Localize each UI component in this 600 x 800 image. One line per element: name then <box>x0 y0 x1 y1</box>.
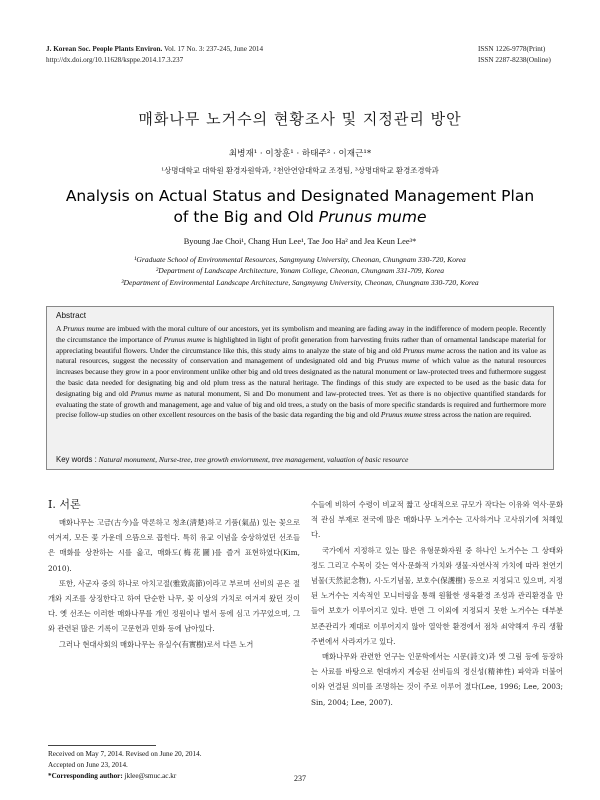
section-title: Ⅰ. 서론 <box>48 498 81 511</box>
footnote-rule <box>48 745 156 746</box>
corresponding-email[interactable]: jklee@smuc.ac.kr <box>124 772 177 781</box>
english-affiliations <box>0 254 600 288</box>
body-paragraph: 매화나무는 고금(古今)을 막론하고 청초(淸楚)하고 기품(氣品) 있는 꽃으로 여겨져, 모든 꽃 가운데 으뜸으로 꼽힌다. 특히 유교 이념을 숭상하였던 선조들은 매화를 상찬하는 시를 읊고, 매화도(梅花圖)를 즐겨 표현하였다(Kim, 2010). <box>48 518 300 573</box>
english-authors: Byoung Jae Choi¹, Chang Hun Lee¹, Tae Joo Ha² and Jea Keun Lee³* <box>183 237 417 246</box>
doi-link[interactable]: http://dx.doi.org/10.11628/ksppe.2014.17.3.237 <box>46 56 184 64</box>
body-paragraph: 매화나무와 관련한 연구는 인문학에서는 시문(詩文)과 옛 그림 등에 등장하는 사료를 바탕으로 현대까지 계승된 선비들의 정신성(精神性) 파악과 더불어 이와 연결된 의미를 조명하는 것이 주로 이루어 졌다(Lee, 1996; Lee, 2003; Sin, 2004; Lee, 2007). <box>311 652 563 707</box>
issn-online: ISSN 2287-8238(Online) <box>478 56 551 64</box>
abstract-heading: Abstract <box>56 311 87 320</box>
received-date: Received on May 7, 2014. Revised on June 20, 2014. <box>48 750 202 758</box>
corresponding-label: *Corresponding author: <box>48 772 123 781</box>
english-title-species: Prunus mume <box>318 208 427 226</box>
english-title-prefix: of the Big and Old <box>173 208 319 226</box>
keywords-text: Natural monument, Nurse-tree, tree growth enviornment, tree management, valuation of basic resource <box>98 455 409 464</box>
journal-name: J. Korean Soc. People Plants Environ. <box>46 45 163 53</box>
affiliation-3: ³Department of Environmental Landscape Architecture, Sangmyung University, Cheonan, Chungnam 330-720, Korea <box>121 277 479 287</box>
english-title-line2 <box>0 207 600 228</box>
keywords <box>56 455 546 464</box>
english-title <box>0 186 600 228</box>
journal-header <box>46 44 263 66</box>
issn-block <box>478 44 551 66</box>
issn-print: ISSN 1226-9778(Print) <box>478 45 546 53</box>
body-paragraph: 또한, 사군자 중의 하나로 아치고절(雅致高節)이라고 부르며 선비의 곧은 절개와 지조를 상징한다고 하여 단순한 나무, 꽃 이상의 가치로 여겨져 왔던 것이다. 옛 선조는 이러한 매화나무를 개인 정원이나 별서 등에 심고 가꾸었으며, 그와 관련된 많은 기록이 고문헌과 민화 등에 남아있다. <box>48 578 300 634</box>
body-right-column <box>311 497 563 710</box>
korean-affiliations: ¹상명대학교 대학원 환경자원학과, ²천안연암대학교 조경팀, ³상명대학교 환경조경학과 <box>161 166 439 175</box>
journal-volume: Vol. 17 No. 3: 237-245, June 2014 <box>164 45 264 53</box>
affiliation-2: ²Department of Landscape Architecture, Yonam College, Cheonan, Chungnam 331-709, Korea <box>155 266 445 276</box>
korean-title: 매화나무 노거수의 현황조사 및 지정관리 방안 <box>138 110 462 128</box>
english-title-line1: Analysis on Actual Status and Designated Management Plan <box>65 187 535 205</box>
body-paragraph: 수들에 비하여 수령이 비교적 짧고 상대적으로 규모가 작다는 이유와 역사·문화적 관심 부재로 전국에 많은 매화나무 노거수는 고사하거나 고사위기에 처해있다. <box>311 500 563 540</box>
keywords-label: Key words : <box>56 455 97 464</box>
affiliation-1: ¹Graduate School of Environmental Resources, Sangmyung University, Cheonan, Chungnam 330-720, Korea <box>134 255 466 264</box>
accepted-date: Accepted on June 23, 2014. <box>48 761 128 770</box>
abstract-text: A Prunus mume are imbued with the moral culture of our ancestors, yet its symbolism and meaning are fading away in the indifference of modern people. Recently the circumstance the importance of Prunus mume is highlighted in light of profit generation from harvesting fruits rather than of ornamental landscape material for appreciating beautiful flowers. Under the circumstance like this, this study aims to analyze the state of big and old Prunus mume across the nation and its value as natural resources, suggest the necessity of conservation and management of undesignated old and big Prunus mume of which value as the natural resources increases because they grow in a poor environment unlike other big and old trees designated as the natural monument or law-protected trees and futhermore suggest the basic data needed for designating big and old plum tress as the natural heritage. The findings of this study are expected to be used as the basic data for designating big and old Prunus mume as natural monument, Si and Do monument and law-protected trees. Yet as there is no objective quantified standards for evaluating the state of growth and management, age and value of big and old trees, a study on the basis of more specific standards is required and furthermore more precise follow-up studies on other excellent resources on the basis of the basic data regarding the big and old Prunus mume stress across the nation are required. <box>56 324 546 420</box>
page-number: 237 <box>294 774 306 783</box>
body-paragraph: 그러나 현대사회의 매화나무는 유실수(有實樹)로서 다른 노거 <box>59 639 254 649</box>
body-paragraph: 국가에서 지정하고 있는 많은 유형문화자원 중 하나인 노거수는 그 상태와 정도 그리고 수목이 갖는 역사·문화적 가치와 생물·자연사적 가치에 따라 천연기념물(天然記念物), 시·도기념물, 보호수(保護樹) 등으로 지정되고 있으며, 지정된 노거수는 지속적인 모니터링을 통해 원활한 생육환경 조성과 관리환경을 만들어 보호가 이루어지고 있다. 반면 그 이외에 지정되지 못한 노거수는 대부분 보존관리가 제대로 이루어지지 않아 열악한 환경에서 점차 쇠약해져 우리 생활주변에서 사라져가고 있다. <box>311 545 563 646</box>
korean-authors: 최병재¹ · 이창훈¹ · 하태주² · 이재근¹* <box>228 149 372 159</box>
body-left-column <box>48 515 300 652</box>
